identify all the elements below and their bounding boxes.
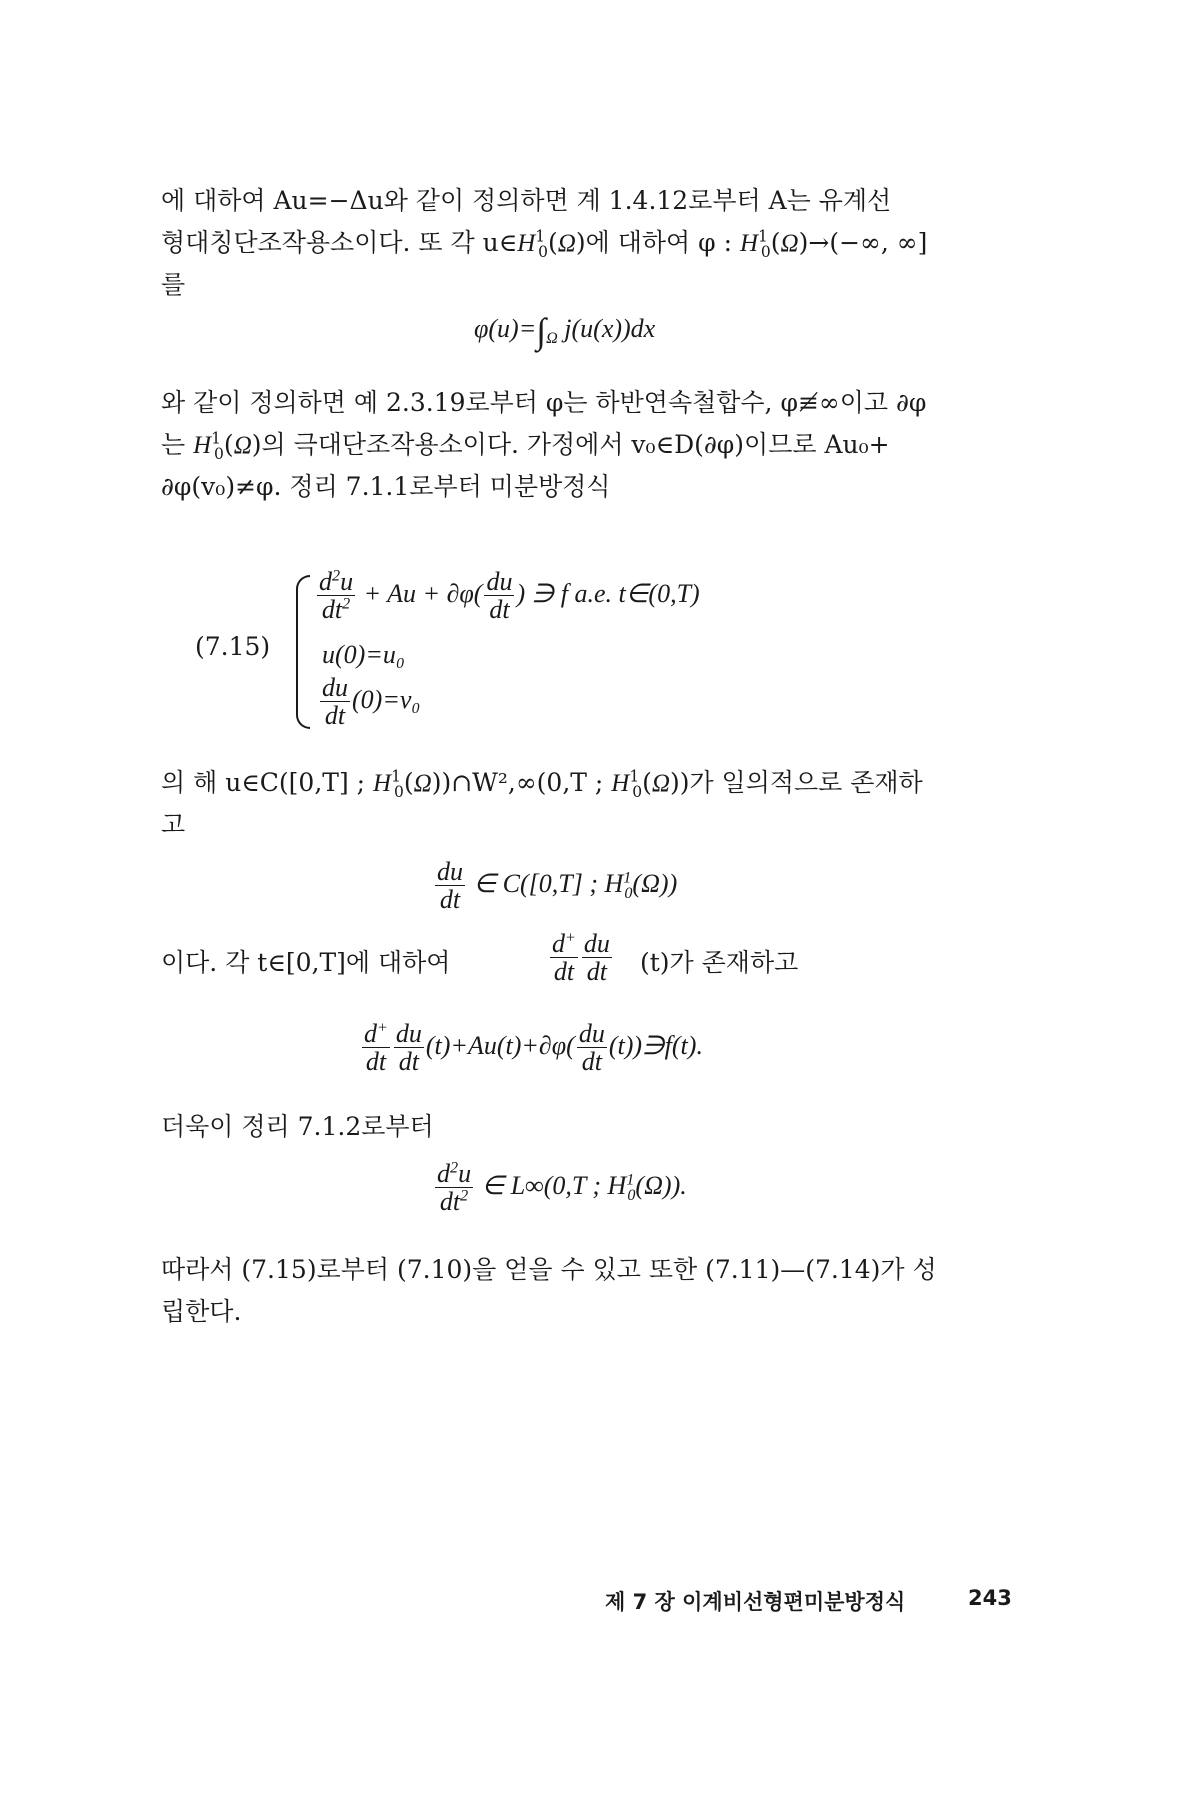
dplus-frac: $\frac{d^+}{dt}$ [552,929,576,987]
line-2-content: 형대칭단조작용소이다. 또 각 $u\in H^1_0(\Omega)$에 대하여 φ : $H^1_0(\Omega)\to(-\infty$, ∞] [161,227,928,261]
line-9a-content: 이다. 각 t∈[0,T]에 대하여 [161,948,451,977]
line-10-content: 더욱이 정리 7.1.2로부터 [161,1112,434,1141]
text-line-2 [161,228,927,259]
equation-d2u [433,1160,687,1216]
page-number: 243 [968,1586,1012,1610]
running-footer-chapter: 제 7 장 이계비선형편미분방정식 [605,1590,906,1614]
text-line-1 [161,186,891,216]
equation-dudt-content: $\frac{du}{dt}$ ∈ C([0,T] ; $H^1_0(\Omega)$) [437,857,678,915]
system-line-3 [318,674,420,730]
text-line-6 [161,472,610,502]
line-1-content: 에 대하여 Au=−Δu와 같이 정의하면 계 1.4.12로부터 A는 유계선 [161,186,892,215]
system-line-2-content: u(0)=u₀ [322,640,405,669]
text-line-10 [161,1112,434,1142]
line-7-content: 의 해 u∈C([0,T] ; $H^1_0(\Omega))\cap W^2,\infty(0,T$ ; $H^1_0(\Omega)$)가 일의적으로 존재하 [161,767,923,801]
text-line-7 [161,768,923,799]
line-5-content: 는 $H^1_0(\Omega)$의 극대단조작용소이다. 가정에서 v₀∈D(∂φ)이므로 Au₀+ [161,429,890,463]
inline-dplus-derivative [548,930,614,986]
du-frac: $\frac{du}{dt}$ [583,929,610,987]
text-line-8: 고 [161,810,186,839]
line-11-content: 따라서 (7.15)로부터 (7.10)을 얻을 수 있고 또한 (7.11)—(7.14)가 성 [161,1255,937,1284]
text-line-4 [161,388,926,418]
equation-dplus [360,1020,703,1076]
text-line-12: 립한다. [161,1297,242,1326]
line-6-content: ∂φ(v₀)≠φ. 정리 7.1.1로부터 미분방정식 [161,472,611,501]
equation-d2u-content: $\frac{d^2u}{dt^2}$ ∈ L∞(0,T ; $H^1_0(\Omega)$). [437,1159,687,1217]
text-line-9 [161,948,450,978]
text-line-9-tail [640,948,798,978]
system-line-3-content: $\frac{du}{dt}$ (0)=v₀ [322,673,421,731]
line-4-content: 와 같이 정의하면 예 2.3.19로부터 φ는 하반연속철합수, φ≢∞이고 ∂φ [161,388,927,417]
system-line-1-content: $\frac{d^2u}{dt^2}$ + Au + ∂φ( $\frac{du}{dt}$ ) ∋ f a.e. t∈(0,T) [319,567,700,625]
text-line-3: 를 [161,270,186,299]
system-brace [296,575,310,729]
equation-number-7-15: (7.15) [195,632,271,661]
system-line-2 [322,640,405,670]
equation-phi-content: $\varphi(u)=\int_\Omega$ j(u(x))dx [474,311,656,351]
system-line-1 [315,568,700,624]
text-line-11 [161,1255,937,1285]
text-line-5 [161,430,890,461]
equation-phi [474,310,655,352]
line-9b-content: (t)가 존재하고 [640,948,799,977]
equation-dudt [433,858,677,914]
equation-dplus-content: $\frac{d^+}{dt}$ $\frac{du}{dt}$ (t)+Au(t)+∂φ( $\frac{du}{dt}$ (t))∋f(t). [364,1019,703,1077]
